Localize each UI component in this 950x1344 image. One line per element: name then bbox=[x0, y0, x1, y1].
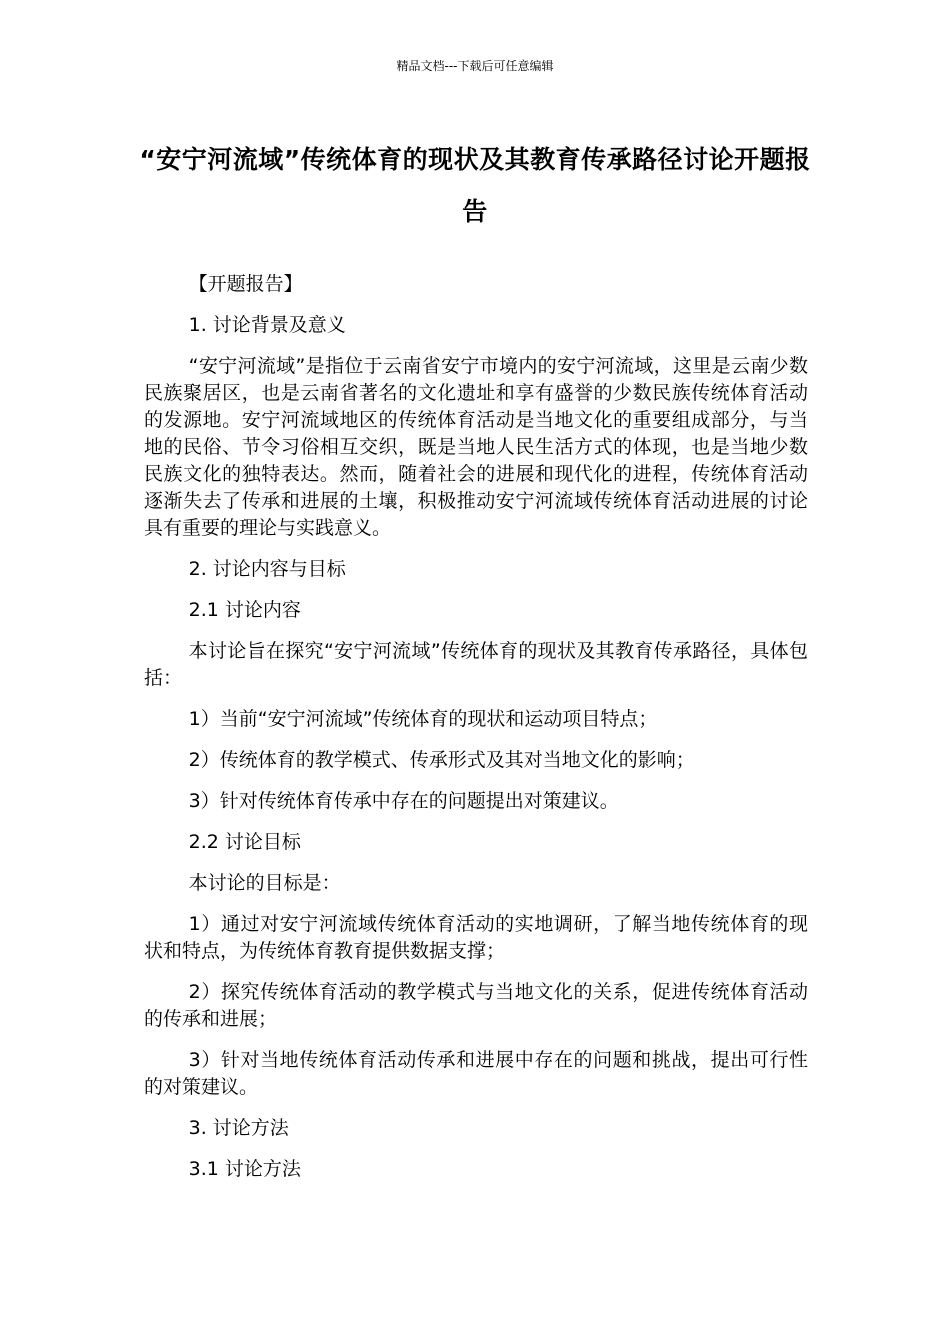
heading-methods-sub: 3.1 讨论方法 bbox=[188, 1158, 301, 1180]
list-item-goal-3: 3）针对当地传统体育活动传承和进展中存在的问题和挑战，提出可行性的对策建议。 bbox=[144, 1049, 808, 1098]
paragraph-goals-intro: 本讨论的目标是： bbox=[188, 872, 341, 894]
document-title: “安宁河流域”传统体育的现状及其教育传承路径讨论开题报告 bbox=[139, 145, 811, 226]
list-item-goal-2: 2）探究传统体育活动的教学模式与当地文化的关系，促进传统体育活动的传承和进展； bbox=[144, 981, 808, 1030]
paragraph-report-label: 【开题报告】 bbox=[188, 273, 303, 295]
list-item-goal-1: 1）通过对安宁河流域传统体育活动的实地调研，了解当地传统体育的现状和特点，为传统体育教育提供数据支撑； bbox=[144, 913, 808, 962]
list-item-content-3: 3）针对传统体育传承中存在的问题提出对策建议。 bbox=[188, 790, 619, 812]
heading-content: 2.1 讨论内容 bbox=[188, 599, 301, 621]
paragraph-background: “安宁河流域”是指位于云南省安宁市境内的安宁河流域，这里是云南少数民族聚居区，也是云南省著名的文化遗址和享有盛誉的少数民族传统体育活动的发源地。安宁河流域地区的传统体育活动是当地文化的重要组成部分，与当地的民俗、节令习俗相互交织，既是当地人民生活方式的体现，也是当地少数民族文化的独特表达。然而，随着社会的进展和现代化的进程，传统体育活动逐渐失去了传承和进展的土壤，积极推动安宁河流域传统体育活动进展的讨论具有重要的理论与实践意义。 bbox=[144, 355, 808, 539]
heading-content-goals: 2. 讨论内容与目标 bbox=[188, 558, 346, 580]
heading-background: 1. 讨论背景及意义 bbox=[188, 314, 346, 336]
list-item-content-1: 1）当前“安宁河流域”传统体育的现状和运动项目特点； bbox=[188, 708, 658, 730]
heading-methods: 3. 讨论方法 bbox=[188, 1117, 289, 1139]
heading-goals: 2.2 讨论目标 bbox=[188, 831, 301, 853]
paragraph-content-intro: 本讨论旨在探究“安宁河流域”传统体育的现状及其教育传承路径，具体包括： bbox=[144, 640, 808, 689]
document-body bbox=[144, 271, 808, 1197]
list-item-content-2: 2）传统体育的教学模式、传承形式及其对当地文化的影响； bbox=[188, 749, 695, 771]
page-header: 精品文档---下载后可任意编辑 bbox=[396, 59, 554, 73]
